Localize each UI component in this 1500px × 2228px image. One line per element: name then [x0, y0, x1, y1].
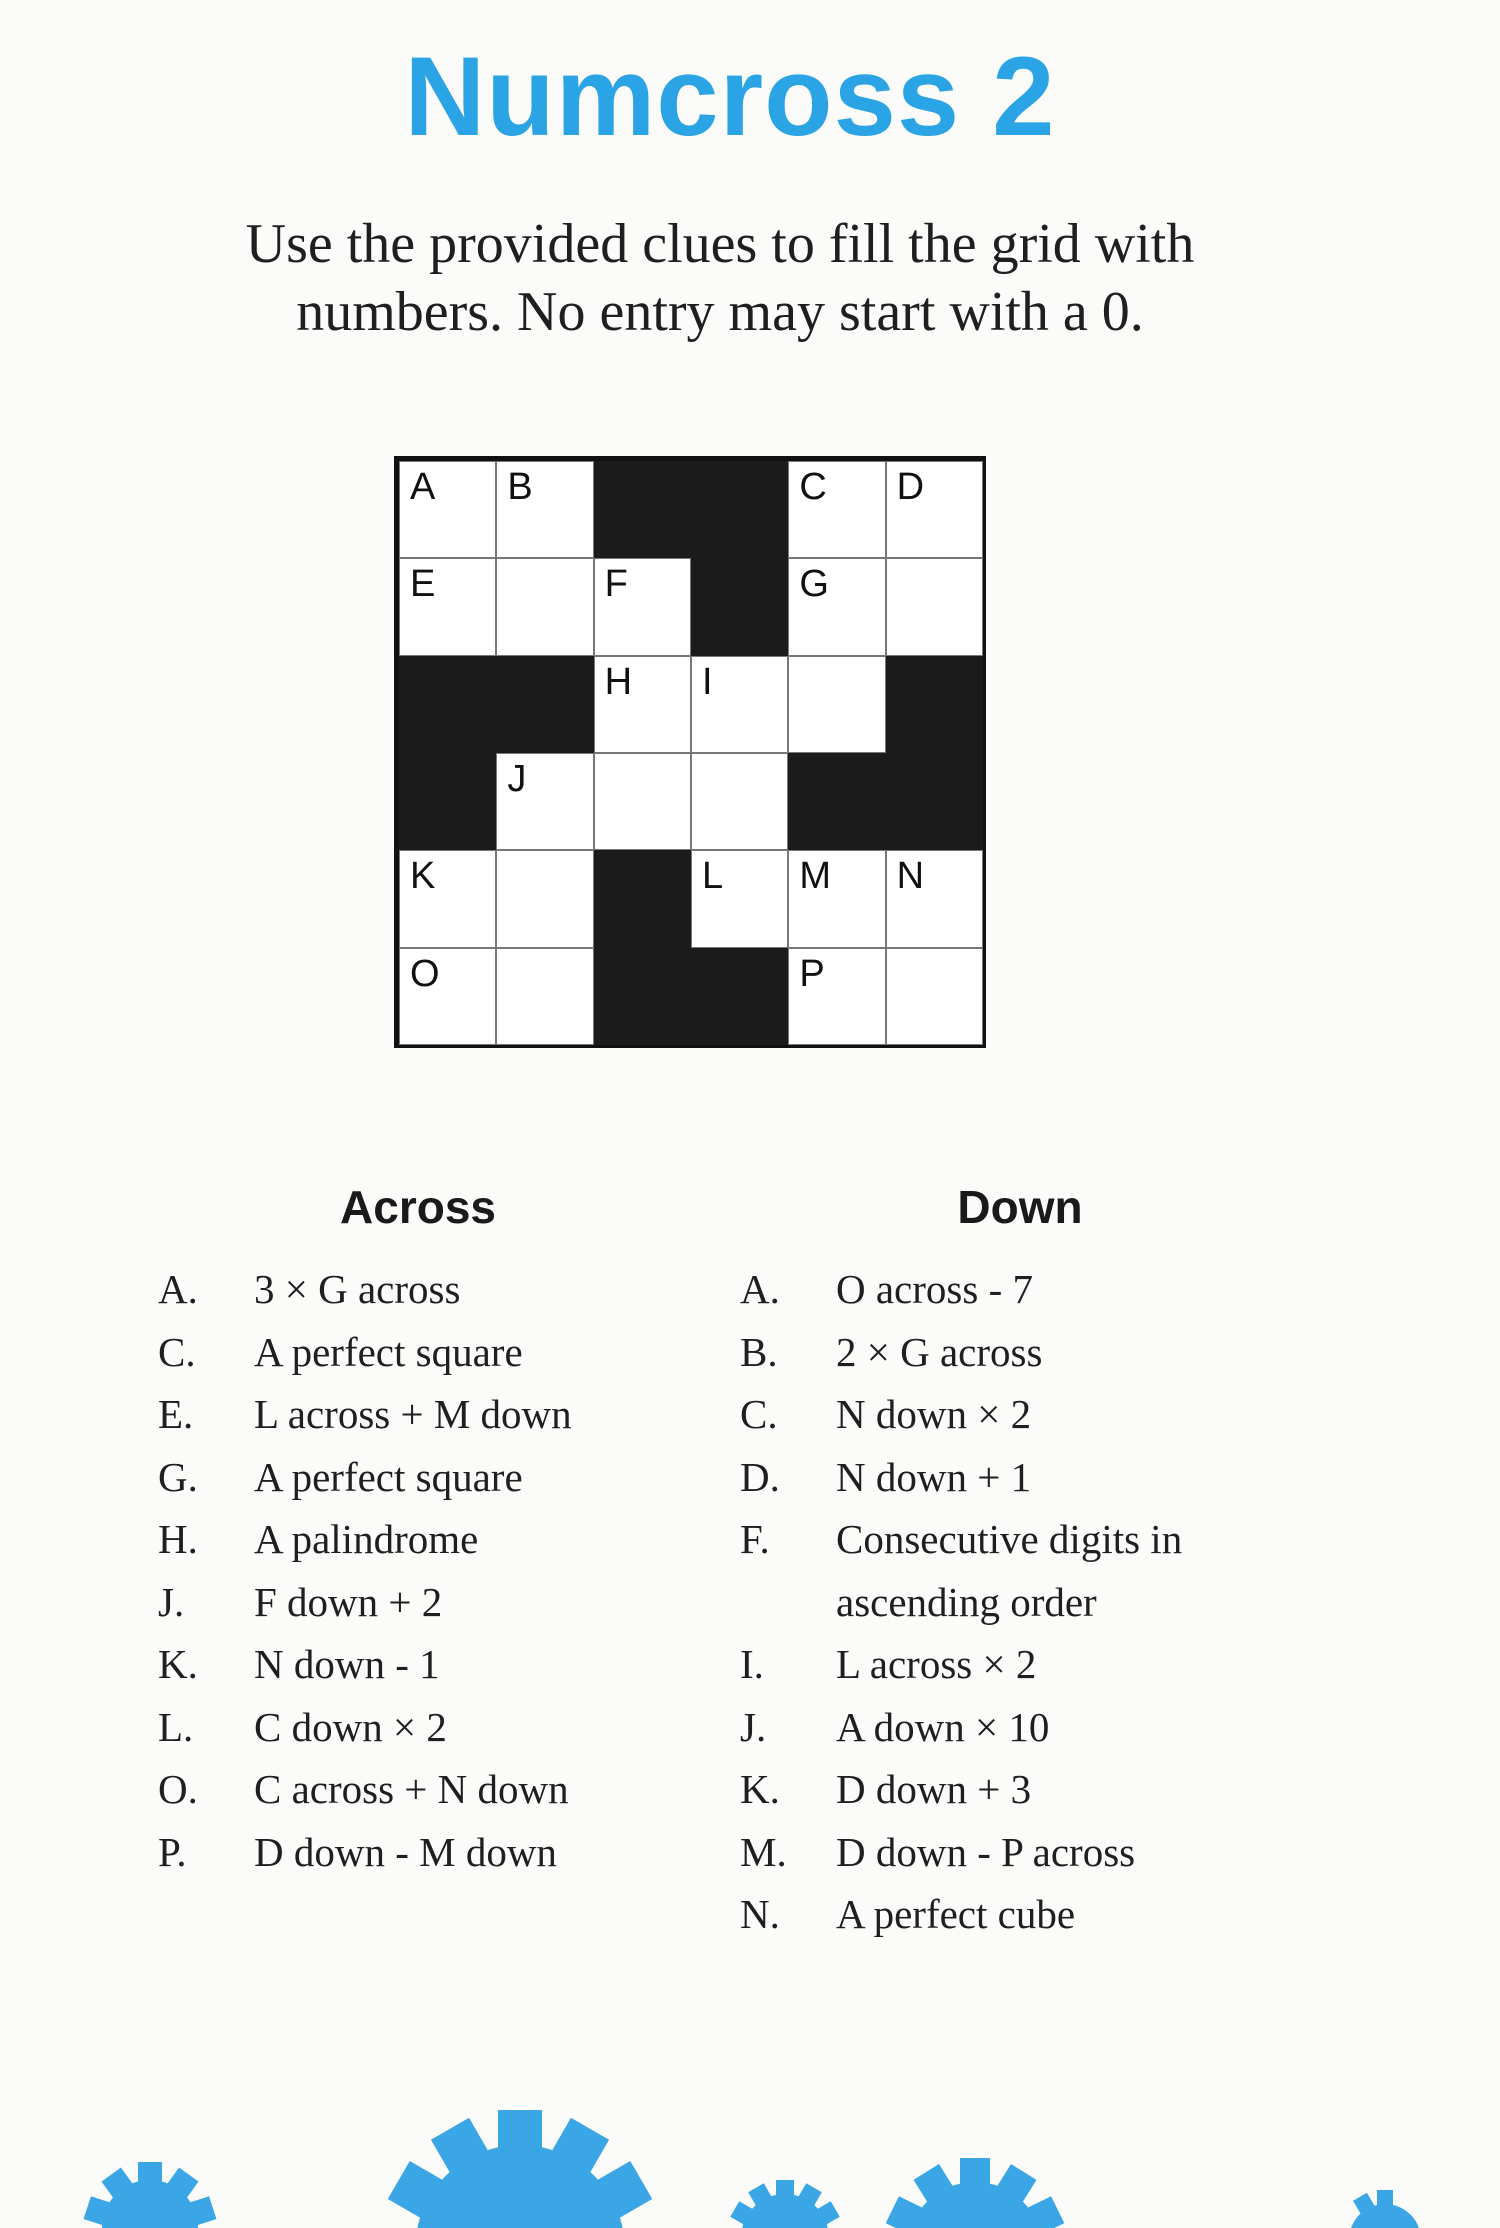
- across-clue: [158, 1383, 678, 1446]
- cell-label: M: [799, 855, 831, 898]
- grid-cell[interactable]: [691, 656, 788, 753]
- grid-cell-black: [886, 656, 983, 753]
- clue-text: A perfect cube: [836, 1891, 1076, 1937]
- clue-text: N down × 2: [836, 1391, 1032, 1437]
- grid-cell-black: [788, 753, 885, 850]
- across-clue: [158, 1633, 678, 1696]
- clue-number: K.: [740, 1766, 780, 1812]
- down-clue: [740, 1633, 1300, 1696]
- grid-cell[interactable]: [886, 461, 983, 558]
- across-list: [158, 1258, 678, 1883]
- grid-cell[interactable]: [594, 656, 691, 753]
- clue-number: A.: [158, 1266, 198, 1312]
- grid-cell[interactable]: [788, 948, 885, 1045]
- cell-label: H: [604, 660, 633, 703]
- clue-number: I.: [740, 1641, 764, 1687]
- clue-number: F.: [740, 1516, 770, 1562]
- cell-label: J: [507, 757, 527, 800]
- across-clue: [158, 1446, 678, 1509]
- across-clues: [158, 1180, 678, 1883]
- grid-cell[interactable]: [496, 948, 593, 1045]
- grid-cell[interactable]: [594, 753, 691, 850]
- clue-number: G.: [158, 1453, 198, 1500]
- clue-number: C.: [158, 1328, 196, 1375]
- clue-text: A perfect square: [254, 1328, 523, 1375]
- clue-number: J.: [740, 1703, 767, 1750]
- clue-text: A down × 10: [836, 1703, 1050, 1750]
- down-clue: [740, 1758, 1300, 1821]
- grid-cell-black: [594, 461, 691, 558]
- instructions: Use the provided clues to fill the grid with numbers. No entry may start with a 0.: [245, 213, 1195, 343]
- down-clues: [740, 1180, 1300, 1946]
- across-clue: [158, 1821, 678, 1884]
- clue-number: C.: [740, 1391, 778, 1437]
- grid-cell[interactable]: [399, 948, 496, 1045]
- across-clue: [158, 1508, 678, 1571]
- clue-number: L.: [158, 1703, 194, 1750]
- clue-text: L across + M down: [254, 1391, 572, 1437]
- cell-label: C: [799, 466, 827, 508]
- clue-text: D down - M down: [254, 1828, 557, 1875]
- gear-icon: [1349, 2190, 1421, 2228]
- down-clue: [740, 1696, 1300, 1759]
- cell-label: P: [799, 952, 825, 995]
- clue-number: B.: [740, 1328, 778, 1375]
- clue-text: Consecutive digits in: [836, 1516, 1183, 1562]
- across-clue: [158, 1696, 678, 1759]
- gear-icon: [84, 2162, 217, 2228]
- down-clue: [740, 1446, 1300, 1509]
- clue-text: A palindrome: [254, 1516, 479, 1562]
- gear-icon: [886, 2158, 1065, 2228]
- clue-text: L across × 2: [836, 1641, 1037, 1687]
- clue-number: N.: [740, 1891, 780, 1937]
- across-clue: [158, 1258, 678, 1321]
- clue-number: P.: [158, 1828, 187, 1875]
- down-clue: [740, 1321, 1300, 1384]
- clue-number: H.: [158, 1516, 198, 1562]
- grid-cell[interactable]: [496, 753, 593, 850]
- clue-text: D down + 3: [836, 1766, 1032, 1812]
- gears-decoration: [0, 2100, 1500, 2228]
- numcross-grid: [394, 456, 986, 1048]
- grid-cell-black: [691, 558, 788, 655]
- grid-cell[interactable]: [496, 558, 593, 655]
- grid-cell-black: [691, 948, 788, 1045]
- down-clue: [740, 1508, 1300, 1571]
- gear-icon: [388, 2110, 652, 2228]
- clue-number: [740, 1571, 836, 1634]
- down-clue: [740, 1821, 1300, 1884]
- grid-cell[interactable]: [496, 850, 593, 947]
- clue-text: A perfect square: [254, 1453, 523, 1500]
- grid-cell[interactable]: [691, 753, 788, 850]
- cell-label: N: [896, 855, 925, 898]
- down-heading: Down: [957, 1181, 1083, 1233]
- down-clue: [740, 1258, 1300, 1321]
- grid-cell[interactable]: [691, 850, 788, 947]
- cell-label: I: [701, 660, 713, 703]
- clue-number: D.: [740, 1453, 780, 1500]
- clue-text: ascending order: [836, 1578, 1097, 1625]
- across-clue: [158, 1758, 678, 1821]
- grid-cell[interactable]: [594, 558, 691, 655]
- clue-number: J.: [158, 1578, 185, 1625]
- clue-text: N down - 1: [254, 1641, 440, 1687]
- cell-label: L: [701, 855, 724, 898]
- down-list: [740, 1258, 1300, 1946]
- cell-label: K: [410, 855, 436, 898]
- grid-cell[interactable]: [886, 850, 983, 947]
- page-title: Numcross 2: [404, 34, 1056, 159]
- cell-label: G: [799, 563, 829, 606]
- clue-number: K.: [158, 1641, 198, 1687]
- grid-cell[interactable]: [788, 558, 885, 655]
- across-heading: Across: [340, 1181, 496, 1233]
- grid-cell[interactable]: [496, 461, 593, 558]
- clue-number: E.: [158, 1391, 194, 1437]
- grid-cell-black: [691, 461, 788, 558]
- cell-label: D: [896, 466, 925, 508]
- grid-cell[interactable]: [788, 656, 885, 753]
- cell-label: E: [410, 563, 436, 606]
- clue-text: C across + N down: [254, 1766, 569, 1812]
- grid-cell-black: [594, 948, 691, 1045]
- clue-number: M.: [740, 1828, 787, 1875]
- gear-icon: [730, 2180, 839, 2228]
- clue-text: O across - 7: [836, 1266, 1033, 1312]
- down-clue: [740, 1571, 1300, 1634]
- clue-number: O.: [158, 1766, 198, 1812]
- grid-cell-black: [594, 850, 691, 947]
- cell-label: B: [507, 466, 533, 508]
- grid-cell-black: [399, 753, 496, 850]
- clue-text: 3 × G across: [254, 1266, 461, 1312]
- grid-cell[interactable]: [399, 558, 496, 655]
- cell-label: O: [410, 952, 440, 995]
- across-clue: [158, 1571, 678, 1634]
- across-clue: [158, 1321, 678, 1384]
- clue-text: F down + 2: [254, 1578, 443, 1625]
- grid-cell[interactable]: [399, 850, 496, 947]
- clue-text: D down - P across: [836, 1828, 1136, 1875]
- grid-cell-black: [399, 656, 496, 753]
- down-clue: [740, 1883, 1300, 1946]
- grid-cell-black: [886, 753, 983, 850]
- cell-label: A: [410, 466, 436, 508]
- grid-cell-black: [496, 656, 593, 753]
- grid-cell[interactable]: [399, 461, 496, 558]
- clue-text: N down + 1: [836, 1453, 1032, 1500]
- clue-text: C down × 2: [254, 1703, 447, 1750]
- clue-number: A.: [740, 1266, 780, 1312]
- grid-cell[interactable]: [788, 461, 885, 558]
- grid-cell[interactable]: [886, 558, 983, 655]
- grid-cell[interactable]: [788, 850, 885, 947]
- clue-text: 2 × G across: [836, 1328, 1043, 1375]
- grid-cell[interactable]: [886, 948, 983, 1045]
- cell-label: F: [604, 563, 628, 606]
- down-clue: [740, 1383, 1300, 1446]
